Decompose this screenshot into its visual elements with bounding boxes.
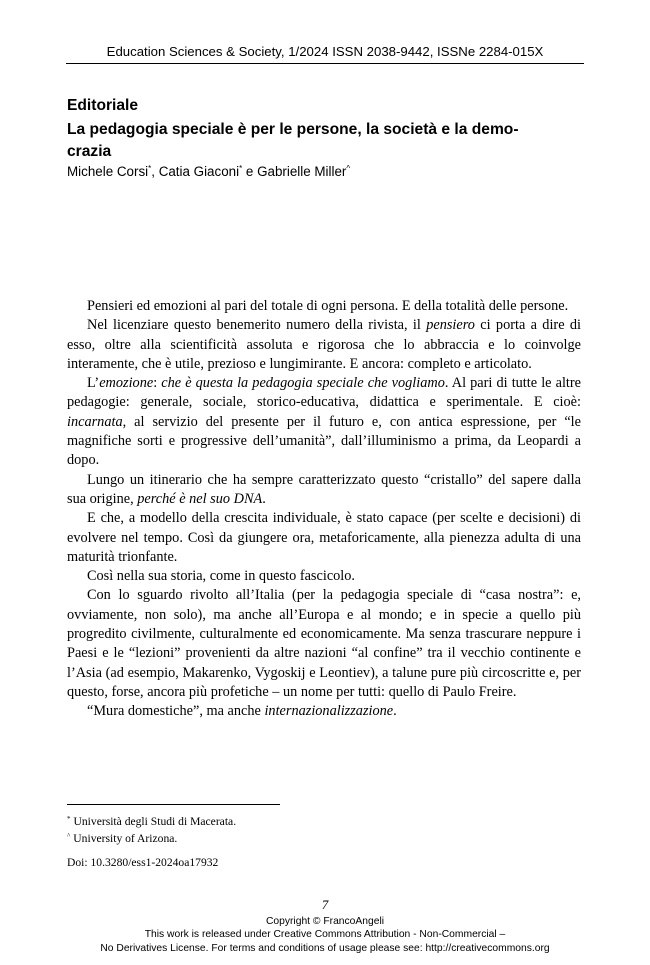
paragraph: [67, 567, 581, 586]
paragraph: [67, 509, 581, 567]
license-notice: [0, 915, 650, 955]
footnote-text: Università degli Studi di Macerata.: [73, 815, 237, 828]
author-affiliation-mark: *: [239, 164, 243, 173]
footnote-mark: ^: [67, 832, 71, 840]
emphasis-text: che è questa la pedagogia speciale che vogliamo: [161, 375, 445, 392]
author-name: Michele Corsi: [67, 164, 149, 179]
footnote: [67, 829, 236, 846]
author-name: Catia Giaconi: [158, 164, 240, 179]
paragraph-text: Nel licenziare questo benemerito numero della rivista, il: [87, 317, 427, 334]
paragraph-text: .: [393, 703, 397, 720]
license-line: No Derivatives License. For terms and conditions of usage please see: http://creativecommons.org: [100, 942, 550, 954]
author-affiliation-mark: ^: [346, 164, 351, 173]
paragraph-text: :: [153, 375, 162, 392]
paragraph-text: Lungo un itinerario che ha sempre caratterizzato questo “cristallo” del sapere dalla sua origine,: [67, 471, 581, 507]
paragraph-text: Pensieri ed emozioni al pari del totale di ogni persona. E della totalità delle persone.: [87, 298, 569, 314]
journal-header: Education Sciences & Society, 1/2024 ISSN 2038-9442, ISSNe 2284-015X: [106, 44, 544, 59]
paragraph-text: . Al pari di tutte le altre pedagogie: generale, sociale, storico-educativa, didattica e sperimentale. E cioè:: [67, 375, 582, 411]
paragraph-text: ci porta a dire di esso, oltre alla scientificità assoluta e rigorosa che lo abbraccia e lo coinvolge interamente, che è utile, prezioso e lungimirante. E ancora: completo e articolato.: [67, 317, 581, 372]
paragraph: [67, 471, 581, 510]
header-rule: [66, 63, 584, 64]
emphasis-text: pensiero: [426, 317, 475, 334]
license-line: This work is released under Creative Commons Attribution - Non-Commercial –: [144, 929, 506, 941]
paragraph: [67, 586, 581, 702]
paragraph: [67, 702, 581, 721]
page-number: 7: [321, 897, 329, 912]
copyright-line: Copyright © FrancoAngeli: [265, 916, 385, 927]
author-affiliation-mark: *: [148, 164, 152, 173]
footnote: [67, 812, 236, 829]
emphasis-text: perché è nel suo DNA: [137, 490, 263, 507]
footnote-mark: *: [67, 815, 71, 823]
paragraph: [67, 316, 581, 374]
paragraph-text: “Mura domestiche”, ma anche: [87, 703, 265, 720]
paragraph-text: Con lo sguardo rivolto all’Italia (per la pedagogia speciale di “casa nostra”: e, ovviamente, non solo), ma anche all’Europa e al mondo; e in specie a quello più progredito civilmente, culturalmente ed economicamente. Ma senza trascurare neppure i Paesi e le “lezioni” provenienti da altre nazioni “al confine” tra il vecchio continente e l’Asia (ad esempio, Makarenko, Vygoskij e Leontiev), a talune pure più circoscritte e, per questo, forse, ancora più profetiche – un nome per tutti: quello di Paulo Freire.: [67, 587, 581, 700]
article-title-line1: La pedagogia speciale è per le persone, la società e la demo-: [67, 121, 519, 138]
footnote-rule: [67, 804, 280, 805]
emphasis-text: emozione: [99, 375, 154, 392]
article-title-line2: crazia: [67, 143, 112, 160]
emphasis-text: incarnata: [67, 413, 123, 430]
footnote-text: University of Arizona.: [73, 832, 178, 845]
footnotes: [67, 812, 236, 846]
paragraph-text: E che, a modello della crescita individuale, è stato capace (per scelte e decisioni) di evolvere nel tempo. Così da giungere ora, metaforicamente, alla pienezza adulta di una maturità trionfante.: [67, 510, 581, 565]
paragraph: [67, 297, 581, 316]
article-title: [67, 119, 587, 163]
doi: Doi: 10.3280/ess1-2024oa17932: [67, 856, 219, 869]
emphasis-text: internazionalizzazione: [264, 703, 394, 720]
section-label: Editoriale: [67, 97, 139, 114]
article-body: [67, 297, 581, 722]
paragraph-text: , al servizio del presente per il futuro e, con antica espressione, per “le magnifiche sorti e progressive dell’umanità”, dall’illuminismo a prima, da Leopardi a dopo.: [67, 413, 581, 469]
author-name: Gabrielle Miller: [257, 164, 347, 179]
paragraph-text: L’: [87, 375, 100, 392]
paragraph-text: Così nella sua storia, come in questo fascicolo.: [87, 568, 356, 585]
author-separator: ,: [151, 164, 159, 179]
paragraph-text: .: [262, 490, 266, 507]
author-list: [67, 164, 350, 179]
paragraph: [67, 374, 581, 470]
author-separator: e: [242, 164, 258, 179]
